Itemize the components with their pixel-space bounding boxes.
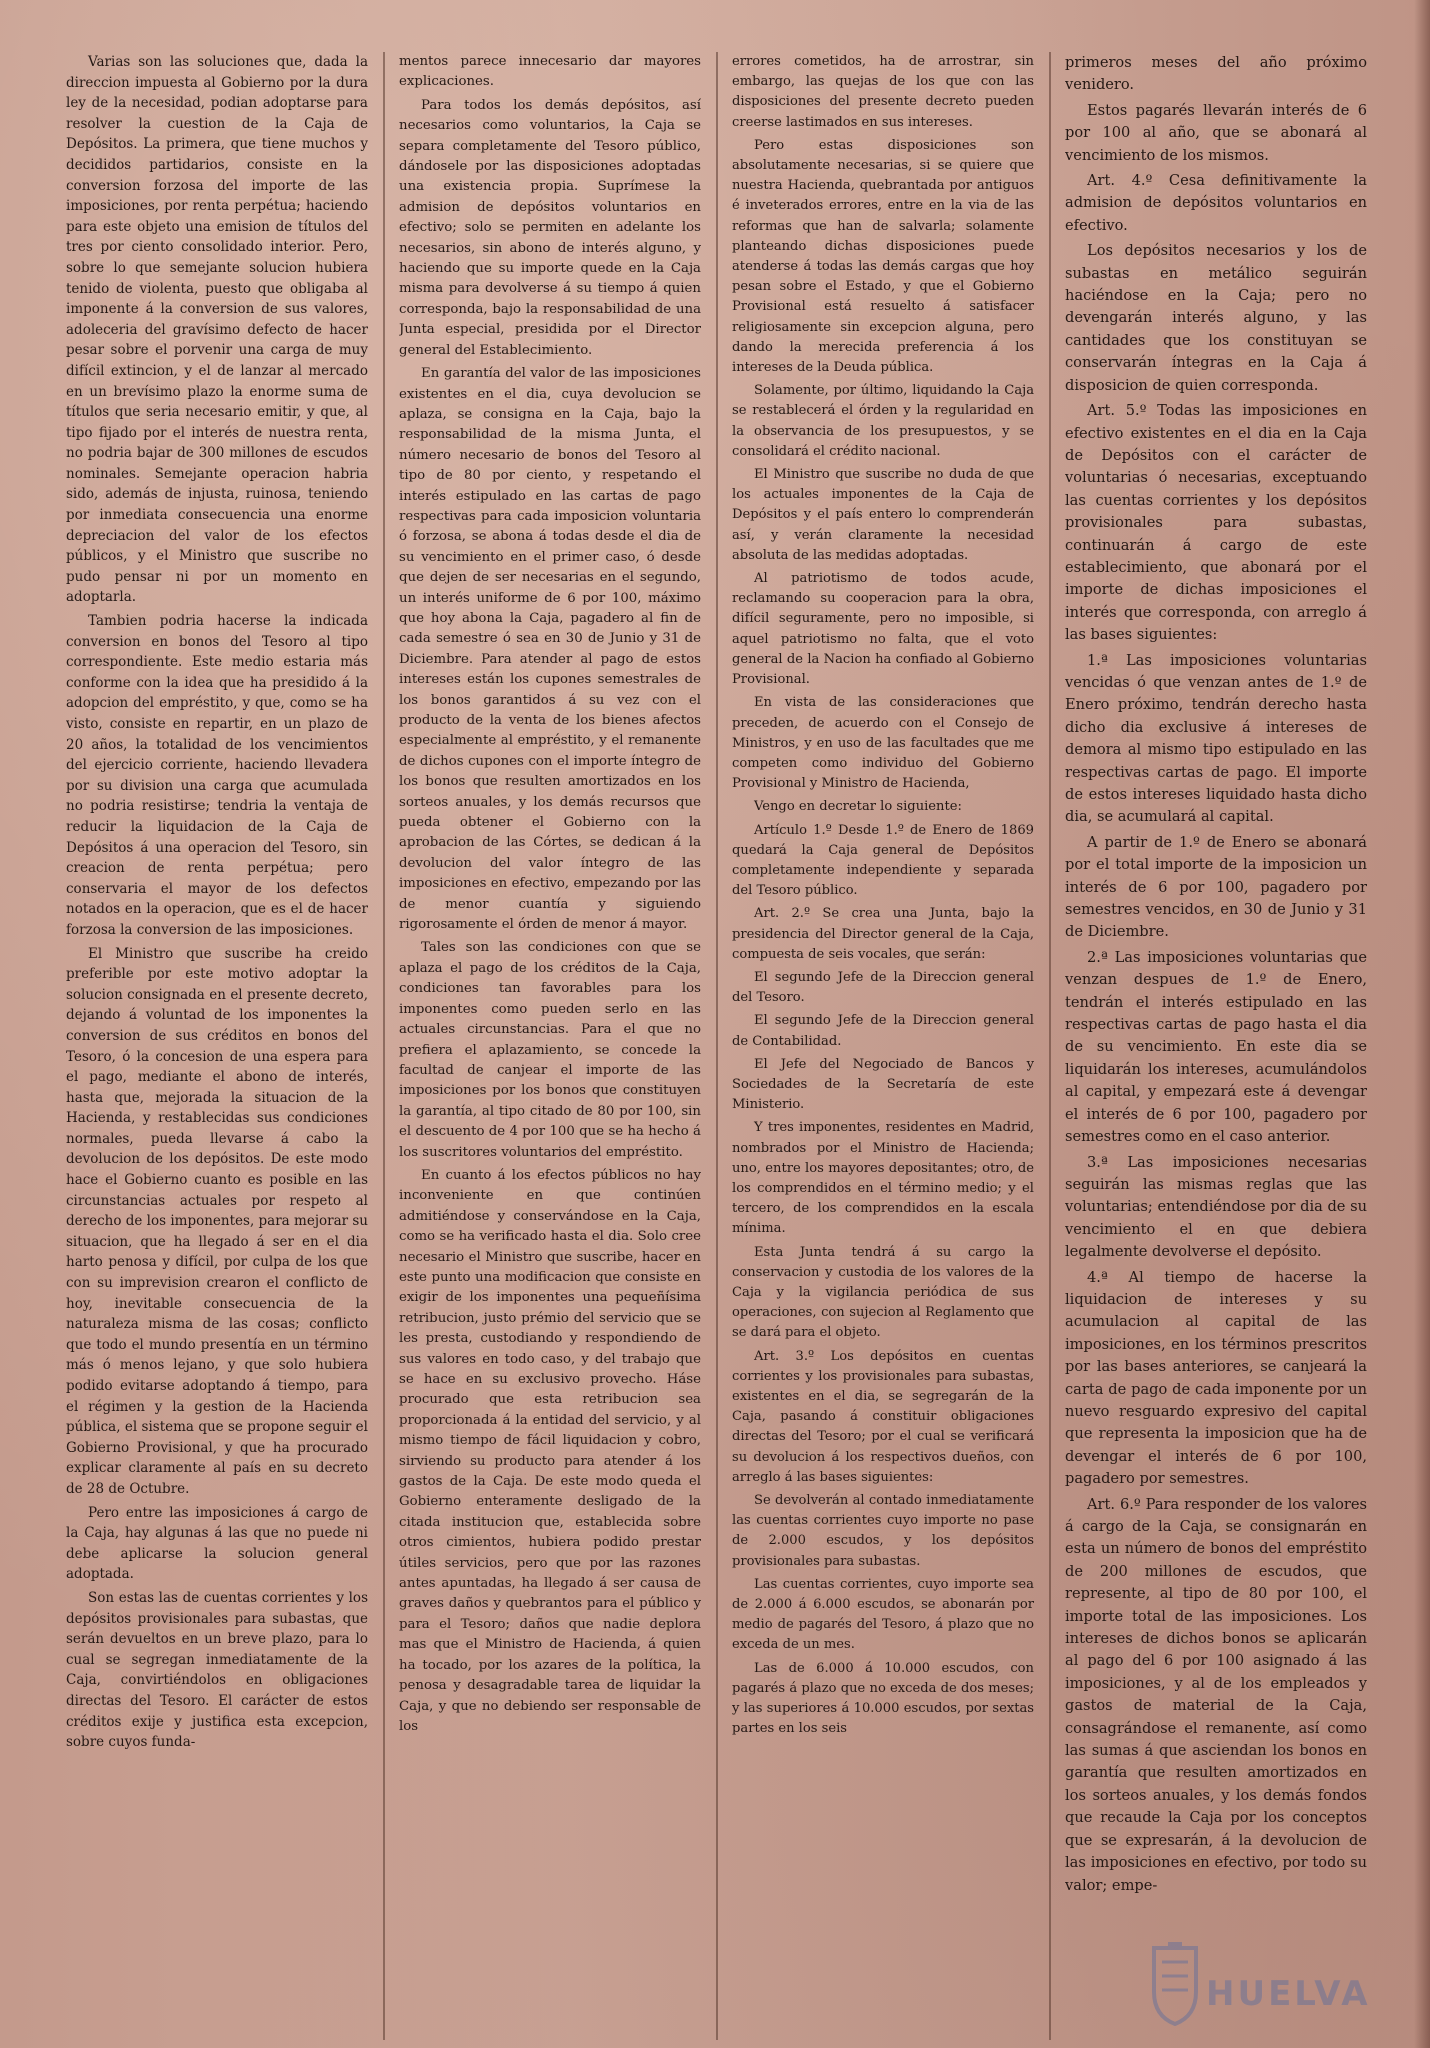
archive-watermark <box>1150 1936 1378 2032</box>
text-column-2 <box>399 52 701 2037</box>
page-edge-shadow <box>1414 0 1430 2048</box>
paragraph: El Ministro que suscribe ha creido preferible por este motivo adoptar la solucion consignada en el presente decreto, dejando á voluntad de los imponentes la conversion de sus créditos en bonos del Tesoro, ó la concesion de una espera para el pago, mediante el abono de interés, hasta que, mejorada la situacion de la Hacienda, y restablecidas sus condiciones normales, pueda llevarse á cabo la devolucion de los depósitos. De este modo hace el Gobierno cuanto es posible en las circunstancias actuales por respeto al derecho de los imponentes, para mejorar su situacion, que ha llegado á ser en el dia harto penosa y difícil, por culpa de los que con su imprevision crearon el conflicto de hoy, inevitable consecuencia de la naturaleza misma de las cosas; conflicto que todo el mundo presentía en un término más ó menos lejano, y que solo hubiera podido evitarse adoptando á tiempo, para el régimen y la gestion de la Hacienda pública, el sistema que se propone seguir el Gobierno Provisional, y que ha procurado explicar claramente al país en su decreto de 28 de Octubre. <box>66 945 368 1497</box>
paragraph: errores cometidos, ha de arrostrar, sin embargo, las quejas de los que con las disposiciones del presente decreto pueden creerse lastimados en sus intereses. <box>732 54 1034 130</box>
paragraph: Pero estas disposiciones son absolutamente necesarias, si se quiere que nuestra Hacienda, quebrantada por antiguos é inveterados errores, entre en la via de las reformas que han de salvarla; solamente planteando dichas disposiciones puede atenderse á todas las demás cargas que hoy pesan sobre el Estado, y que el Gobierno Provisional está resuelto á satisfacer religiosamente sin excepcion alguna, pero dando la merecida preferencia á los intereses de la Deuda pública. <box>732 137 1034 376</box>
watermark-text: HUELVA <box>1206 1974 1371 2014</box>
shield-crest-icon <box>1150 1942 1200 2026</box>
paragraph: En garantía del valor de las imposiciones existentes en el dia, cuya devolucion se aplaza, se consigna en la Caja, bajo la responsabilidad de la misma Junta, el número necesario de bonos del Tesoro al tipo de 80 por ciento, y respetando el interés estipulado en las cartas de pago respectivas para cada imposicion voluntaria ó forzosa, se abona á todas desde el dia de su vencimiento en el primer caso, ó desde que dejen de ser necesarias en el segundo, un interés uniforme de 6 por 100, máximo que hoy abona la Caja, pagadero al fin de cada semestre ó sea en 30 de Junio y 31 de Diciembre. Para atender al pago de estos intereses están los cupones semestrales de los bonos garantidos á su vez con el producto de la venta de los bienes afectos especialmente al empréstito, y el remanente de dichos cupones con el importe íntegro de los bonos que resulten amortizados en los sorteos anuales, y los demás recursos que pueda obtener el Gobierno con la aprobacion de las Córtes, se dedican á la devolucion del valor íntegro de las imposiciones en efectivo, empezando por las de menor cuantía y siguiendo rigorosamente el órden de menor á mayor. <box>399 366 701 933</box>
paragraph: Tambien podria hacerse la indicada conversion en bonos del Tesoro al tipo correspondiente. Este medio estaria más conforme con la idea que ha presidido á la adopcion del empréstito, y que, como se ha visto, consiste en repartir, en un plazo de 20 años, la totalidad de los vencimientos del ejercicio corriente, haciendo llevadera por su division una carga que acumulada no podria resistirse; tendria la ventaja de reducir la liquidacion de la Caja de Depósitos á una operacion del Tesoro, sin creacion de renta perpétua; pero conservaria el mayor de los defectos notados en la operacion, que es el de hacer forzosa la conversion de las imposiciones. <box>66 613 368 938</box>
paragraph: mentos parece innecesario dar mayores explicaciones. <box>399 54 701 90</box>
paragraph: Pero entre las imposiciones á cargo de la Caja, hay algunas á las que no puede ni debe aplicarse la solucion general adoptada. <box>66 1504 368 1583</box>
paragraph: 3.ª Las imposiciones necesarias seguirán las mismas reglas que las voluntarias; entendiéndose por dia de su vencimiento el en que debiera legalmente devolverse el depósito. <box>1065 1153 1367 1261</box>
paragraph: Art. 6.º Para responder de los valores á cargo de la Caja, se consignarán en esta un número de bonos del empréstito de 200 millones de escudos, que represente, al tipo de 80 por 100, el importe total de las imposiciones. Los intereses de dichos bonos se aplicarán al pago del 6 por 100 asignado á las imposiciones, y al de los empleados y gastos de material de la Caja, consagrándose el remanente, así como las sumas á que asciendan los bonos en garantía que resulten amortizados en los sorteos anuales, y los demás fondos que recaude la Caja por los conceptos que se expresarán, á la devolucion de las imposiciones en efectivo, por todo su valor; empe- <box>1065 1495 1367 1894</box>
paragraph: Art. 3.º Los depósitos en cuentas corrientes y los provisionales para subastas, existentes en el dia, se segregarán de la Caja, pasando á constituir obligaciones directas del Tesoro; por el cual se verificará su devolucion á los respectivos dueños, con arreglo á las bases siguientes: <box>732 1348 1034 1485</box>
paragraph: Para todos los demás depósitos, así necesarios como voluntarios, la Caja se separa completamente del Tesoro público, dándosele por las disposiciones adoptadas una existencia propia. Suprímese la admision de depósitos voluntarios en efectivo; solo se permiten en adelante los necesarios, sin abono de interés alguno, y haciendo que su importe quede en la Caja misma para devolverse á su tiempo á quien corresponda, bajo la responsabilidad de una Junta especial, presidida por el Director general del Establecimiento. <box>399 97 701 358</box>
paragraph: Varias son las soluciones que, dada la direccion impuesta al Gobierno por la dura ley de la necesidad, podian adoptarse para resolver la cuestion de la Caja de Depósitos. La primera, que tiene muchos y decididos partidarios, consiste en la conversion forzosa del importe de las imposiciones, por renta perpétua; haciendo para este objeto una emision de títulos del tres por ciento consolidado interior. Pero, sobre lo que semejante solucion hubiera tenido de violenta, puesto que obligaba al imponente á la conversion de sus valores, adoleceria del gravísimo defecto de hacer pesar sobre el porvenir una carga de muy difícil extincion, y el de lanzar al mercado en un brevísimo plazo la enorme suma de títulos que seria necesario emitir, y que, al tipo fijado por el interés de nuestra renta, no podria bajar de 300 millones de escudos nominales. Semejante operacion habria sido, además de injusta, ruinosa, teniendo por inmediata consecuencia una enorme depreciacion del valor de los efectos públicos, y el Ministro que suscribe no pudo pensar ni por un momento en adoptarla. <box>66 54 368 606</box>
paragraph: Art. 2.º Se crea una Junta, bajo la presidencia del Director general de la Caja, compuesta de seis vocales, que serán: <box>732 906 1034 962</box>
text-column-1 <box>66 52 368 2037</box>
text-column-3 <box>732 52 1034 2037</box>
paragraph: A partir de 1.º de Enero se abonará por el total importe de la imposicion un interés de 6 por 100, pagadero por semestres vencidos, en 30 de Junio y 31 de Diciembre. <box>1065 833 1367 941</box>
paragraph: Al patriotismo de todos acude, reclamando su cooperacion para la obra, difícil seguramente, pero no imposible, si aquel patriotismo no falta, que el voto general de la Nacion ha confiado al Gobierno Provisional. <box>732 571 1034 688</box>
paragraph: El segundo Jefe de la Direccion general de Contabilidad. <box>732 1013 1034 1049</box>
paragraph: 1.ª Las imposiciones voluntarias vencidas ó que venzan antes de 1.º de Enero próximo, tendrán derecho hasta dicho dia exclusive á intereses de demora al mismo tipo estipulado en las respectivas cartas de pago. El importe de estos intereses liquidado hasta dicho dia, se acumulará al capital. <box>1065 651 1367 826</box>
paragraph: Artículo 1.º Desde 1.º de Enero de 1869 quedará la Caja general de Depósitos completamente independiente y separada del Tesoro público. <box>732 822 1034 899</box>
paragraph: Son estas las de cuentas corrientes y los depósitos provisionales para subastas, que serán devueltos en un breve plazo, para lo cual se segregan inmediatamente de la Caja, convirtiéndolos en obligaciones directas del Tesoro. El carácter de estos créditos exije y justifica esta excepcion, sobre cuyos funda- <box>66 1589 368 1751</box>
paragraph: Se devolverán al contado inmediatamente las cuentas corrientes cuyo importe no pase de 2.000 escudos, y los depósitos provisionales para subastas. <box>732 1493 1034 1569</box>
paragraph: 2.ª Las imposiciones voluntarias que venzan despues de 1.º de Enero, tendrán el interés estipulado en las respectivas cartas de pago hasta el dia de su vencimiento. En este dia se liquidarán los intereses, acumulándolos al capital, y empezará este á devengar el interés de 6 por 100, pagadero por semestres como en el caso anterior. <box>1065 948 1367 1146</box>
paragraph: El Jefe del Negociado de Bancos y Sociedades de la Secretaría de este Ministerio. <box>732 1056 1034 1113</box>
paragraph: En vista de las consideraciones que preceden, de acuerdo con el Consejo de Ministros, y en uso de las facultades que me competen como individuo del Gobierno Provisional y Ministro de Hacienda, <box>732 695 1034 792</box>
text-column-4 <box>1065 52 1367 2037</box>
paragraph: Las de 6.000 á 10.000 escudos, con pagarés á plazo que no exceda de dos meses; y las superiores á 10.000 escudos, por sextas partes en los seis <box>732 1660 1034 1737</box>
paragraph: Y tres imponentes, residentes en Madrid, nombrados por el Ministro de Hacienda; uno, entre los mayores depositantes; otro, de los comprendidos en el término medio; y el tercero, de los comprendidos en la escala mínima. <box>732 1120 1034 1237</box>
paragraph: Art. 4.º Cesa definitivamente la admision de depósitos voluntarios en efectivo. <box>1065 172 1367 234</box>
paragraph: 4.ª Al tiempo de hacerse la liquidacion de intereses y su acumulacion al capital de las imposiciones, en los términos prescritos por las bases anteriores, se canjeará la carta de pago de cada imponente por un nuevo resguardo expresivo del capital que representa la imposicion que ha de devengar el interés de 6 por 100, pagadero por semestres. <box>1065 1268 1367 1488</box>
paragraph: Esta Junta tendrá á su cargo la conservacion y custodia de los valores de la Caja y la vigilancia periódica de sus operaciones, con sujecion al Reglamento que se dará para el objeto. <box>732 1244 1034 1341</box>
paragraph: Tales son las condiciones con que se aplaza el pago de los créditos de la Caja, condiciones tan favorables para los imponentes como pueden serlo en las actuales circunstancias. Para el que no prefiera el aplazamiento, se concede la facultad de canjear el importe de las imposiciones por los bonos que constituyen la garantía, al tipo citado de 80 por 100, sin el descuento de 4 por 100 que se ha hecho á los suscritores voluntarios del empréstito. <box>399 940 701 1160</box>
paragraph: El Ministro que suscribe no duda de que los actuales imponentes de la Caja de Depósitos y el país entero lo comprenderán así, y verán claramente la necesidad absoluta de las medidas adoptadas. <box>732 467 1034 563</box>
paragraph: En cuanto á los efectos públicos no hay inconveniente en que continúen admitiéndose y conservándose en la Caja, como se ha verificado hasta el dia. Solo cree necesario el Ministro que suscribe, hacer en este punto una modificacion que consiste en exigir de los imponentes una pequeñísima retribucion, justo prémio del servicio que se les presta, custodiando y respondiendo de sus valores en todo caso, y del trabajo que se hace en su exclusivo provecho. Háse procurado que esta retribucion sea proporcionada á la entidad del servicio, y al mismo tiempo de fácil liquidacion y cobro, sirviendo su producto para atender á los gastos de la Caja. De este modo queda el Gobierno enteramente desligado de la citada institucion que, establecida sobre otros cimientos, hubiera podido prestar útiles servicios, pero que por las razones antes apuntadas, ha llegado á ser causa de graves daños y quebrantos para el público y para el Tesoro; daños que nadie deplora mas que el Ministro de Hacienda, á quien ha tocado, por los azares de la política, la penosa y desagradable tarea de liquidar la Caja, y que no debiendo ser responsable de los <box>399 1167 701 1734</box>
paragraph: Las cuentas corrientes, cuyo importe sea de 2.000 á 6.000 escudos, se abonarán por medio de pagarés del Tesoro, á plazo que no exceda de un mes. <box>732 1576 1034 1653</box>
paragraph: Art. 5.º Todas las imposiciones en efectivo existentes en el dia en la Caja de Depósitos con el carácter de voluntarias ó necesarias, exceptuando las cuentas corrientes y los depósitos provisionales para subastas, continuarán á cargo de este establecimiento, que abonará por el importe de dichas imposiciones el interés que corresponda, con arreglo á las bases siguientes: <box>1065 402 1367 644</box>
paragraph: Los depósitos necesarios y los de subastas en metálico seguirán haciéndose en la Caja; pero no devengarán interés alguno, y las cantidades que los constituyan se conservarán íntegras en la Caja á disposicion de quien corresponda. <box>1065 242 1367 394</box>
paragraph: El segundo Jefe de la Direccion general del Tesoro. <box>732 969 1034 1006</box>
paragraph: Estos pagarés llevarán interés de 6 por 100 al año, que se abonará al vencimiento de los mismos. <box>1065 101 1367 164</box>
newspaper-page <box>66 52 1372 2037</box>
paragraph: Solamente, por último, liquidando la Caja se restablecerá el órden y la regularidad en la observancia de los presupuestos, y se consolidará el crédito nacional. <box>732 383 1034 459</box>
paragraph: primeros meses del año próximo venidero. <box>1065 54 1367 94</box>
paragraph: Vengo en decretar lo siguiente: <box>754 799 962 815</box>
